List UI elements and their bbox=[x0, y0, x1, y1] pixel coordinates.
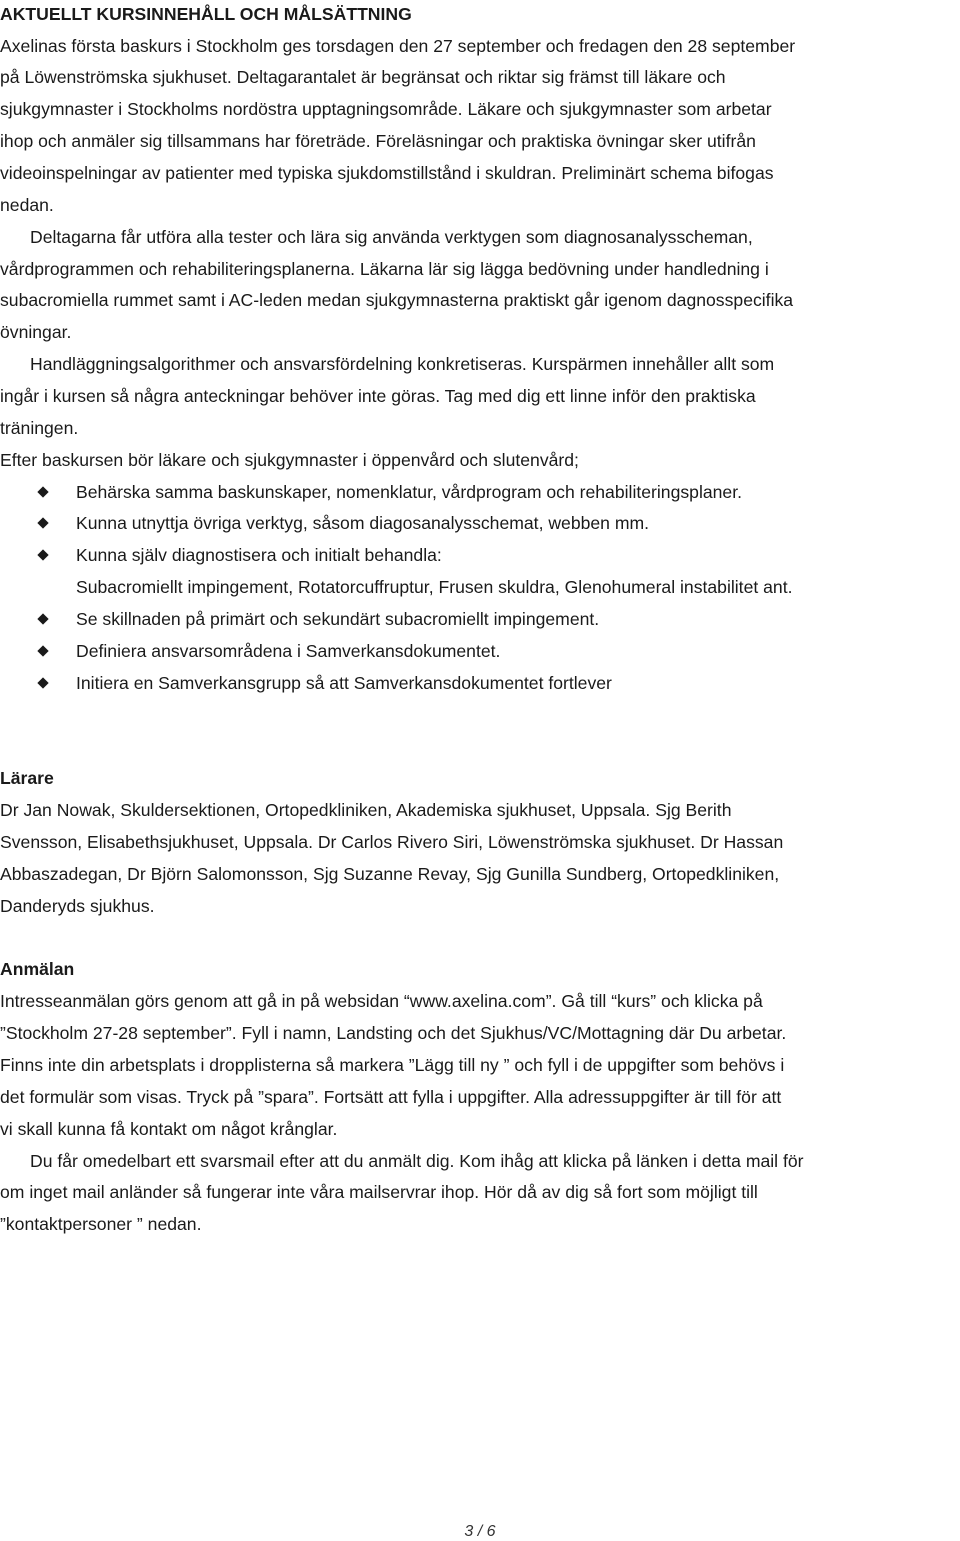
page-number: 3 / 6 bbox=[464, 1523, 496, 1540]
bullet-item: Definiera ansvarsområdena i Samverkansdokumentet. bbox=[76, 641, 501, 661]
paragraph-line: vi skall kunna få kontakt om något krånglar. bbox=[0, 1119, 338, 1139]
paragraph-line: ingår i kursen så några anteckningar behöver inte göras. Tag med dig ett linne inför den praktiska bbox=[0, 386, 756, 406]
section-heading-anmalan: Anmälan bbox=[0, 959, 75, 979]
diamond-bullet-icon bbox=[37, 677, 48, 688]
paragraph-line: Intresseanmälan görs genom att gå in på websidan “www.axelina.com”. Gå till “kurs” och klicka på bbox=[0, 991, 763, 1011]
bullet-item: Kunna själv diagnostisera och initialt behandla: bbox=[76, 545, 442, 565]
section-heading-kursinnehall: AKTUELLT KURSINNEHÅLL OCH MÅLSÄTTNING bbox=[0, 4, 412, 24]
paragraph-line: övningar. bbox=[0, 322, 72, 342]
paragraph-line: Efter baskursen bör läkare och sjukgymnaster i öppenvård och slutenvård; bbox=[0, 450, 579, 470]
bullet-item: Initiera en Samverkansgrupp så att Samverkansdokumentet fortlever bbox=[76, 673, 612, 693]
bullet-continuation: Subacromiellt impingement, Rotatorcuffruptur, Frusen skuldra, Glenohumeral instabilitet ant. bbox=[76, 577, 793, 597]
paragraph-line: sjukgymnaster i Stockholms nordöstra upptagningsområde. Läkare och sjukgymnaster som arbetar bbox=[0, 99, 772, 119]
diamond-bullet-icon bbox=[37, 517, 48, 528]
paragraph-line: ”Stockholm 27-28 september”. Fyll i namn, Landsting och det Sjukhus/VC/Mottagning där Du arbetar. bbox=[0, 1023, 787, 1043]
paragraph-line: Handläggningsalgorithmer och ansvarsfördelning konkretiseras. Kurspärmen innehåller allt som bbox=[30, 354, 775, 374]
paragraph-line: Danderyds sjukhus. bbox=[0, 896, 155, 916]
paragraph-line: Du får omedelbart ett svarsmail efter att du anmält dig. Kom ihåg att klicka på länken i detta mail för bbox=[30, 1151, 804, 1171]
paragraph-line: om inget mail anländer så fungerar inte våra mailservrar ihop. Hör då av dig så fort som möjligt till bbox=[0, 1182, 758, 1202]
diamond-bullet-icon bbox=[37, 613, 48, 624]
paragraph-line: nedan. bbox=[0, 195, 54, 215]
diamond-bullet-icon bbox=[37, 486, 48, 497]
diamond-bullet-icon bbox=[37, 645, 48, 656]
paragraph-line: på Löwenströmska sjukhuset. Deltagarantalet är begränsat och riktar sig främst till läkare och bbox=[0, 67, 726, 87]
paragraph-line: vårdprogrammen och rehabiliteringsplanerna. Läkarna lär sig lägga bedövning under handledning i bbox=[0, 259, 769, 279]
paragraph-line: ihop och anmäler sig tillsammans har företräde. Föreläsningar och praktiska övningar sker utifrån bbox=[0, 131, 756, 151]
paragraph-line: ”kontaktpersoner ” nedan. bbox=[0, 1214, 202, 1234]
bullet-item: Se skillnaden på primärt och sekundärt subacromiellt impingement. bbox=[76, 609, 600, 629]
bullet-item: Kunna utnyttja övriga verktyg, såsom diagosanalysschemat, webben mm. bbox=[76, 513, 650, 533]
paragraph-line: videoinspelningar av patienter med typiska sjukdomstillstånd i skuldran. Preliminärt schema bifogas bbox=[0, 163, 774, 183]
paragraph-line: Abbaszadegan, Dr Björn Salomonsson, Sjg Suzanne Revay, Sjg Gunilla Sundberg, Ortopedkliniken, bbox=[0, 864, 780, 884]
paragraph-line: Axelinas första baskurs i Stockholm ges torsdagen den 27 september och fredagen den 28 september bbox=[0, 36, 796, 56]
paragraph-line: subacromiella rummet samt i AC-leden medan sjukgymnasterna praktiskt går igenom dagnosspecifika bbox=[0, 290, 794, 310]
paragraph-line: träningen. bbox=[0, 418, 79, 438]
paragraph-line: Deltagarna får utföra alla tester och lära sig använda verktygen som diagnosanalysscheman, bbox=[30, 227, 753, 247]
section-heading-larare: Lärare bbox=[0, 768, 54, 788]
bullet-item: Behärska samma baskunskaper, nomenklatur, vårdprogram och rehabiliteringsplaner. bbox=[76, 482, 742, 502]
paragraph-line: Svensson, Elisabethsjukhuset, Uppsala. Dr Carlos Rivero Siri, Löwenströmska sjukhuset. Dr Hassan bbox=[0, 832, 784, 852]
diamond-bullet-icon bbox=[37, 549, 48, 560]
paragraph-line: Dr Jan Nowak, Skuldersektionen, Ortopedkliniken, Akademiska sjukhuset, Uppsala. Sjg Berith bbox=[0, 800, 732, 820]
paragraph-line: Finns inte din arbetsplats i dropplisterna så markera ”Lägg till ny ” och fyll i de uppgifter som behövs i bbox=[0, 1055, 785, 1075]
paragraph-line: det formulär som visas. Tryck på ”spara”. Fortsätt att fylla i uppgifter. Alla adressuppgifter är till för att bbox=[0, 1087, 782, 1107]
